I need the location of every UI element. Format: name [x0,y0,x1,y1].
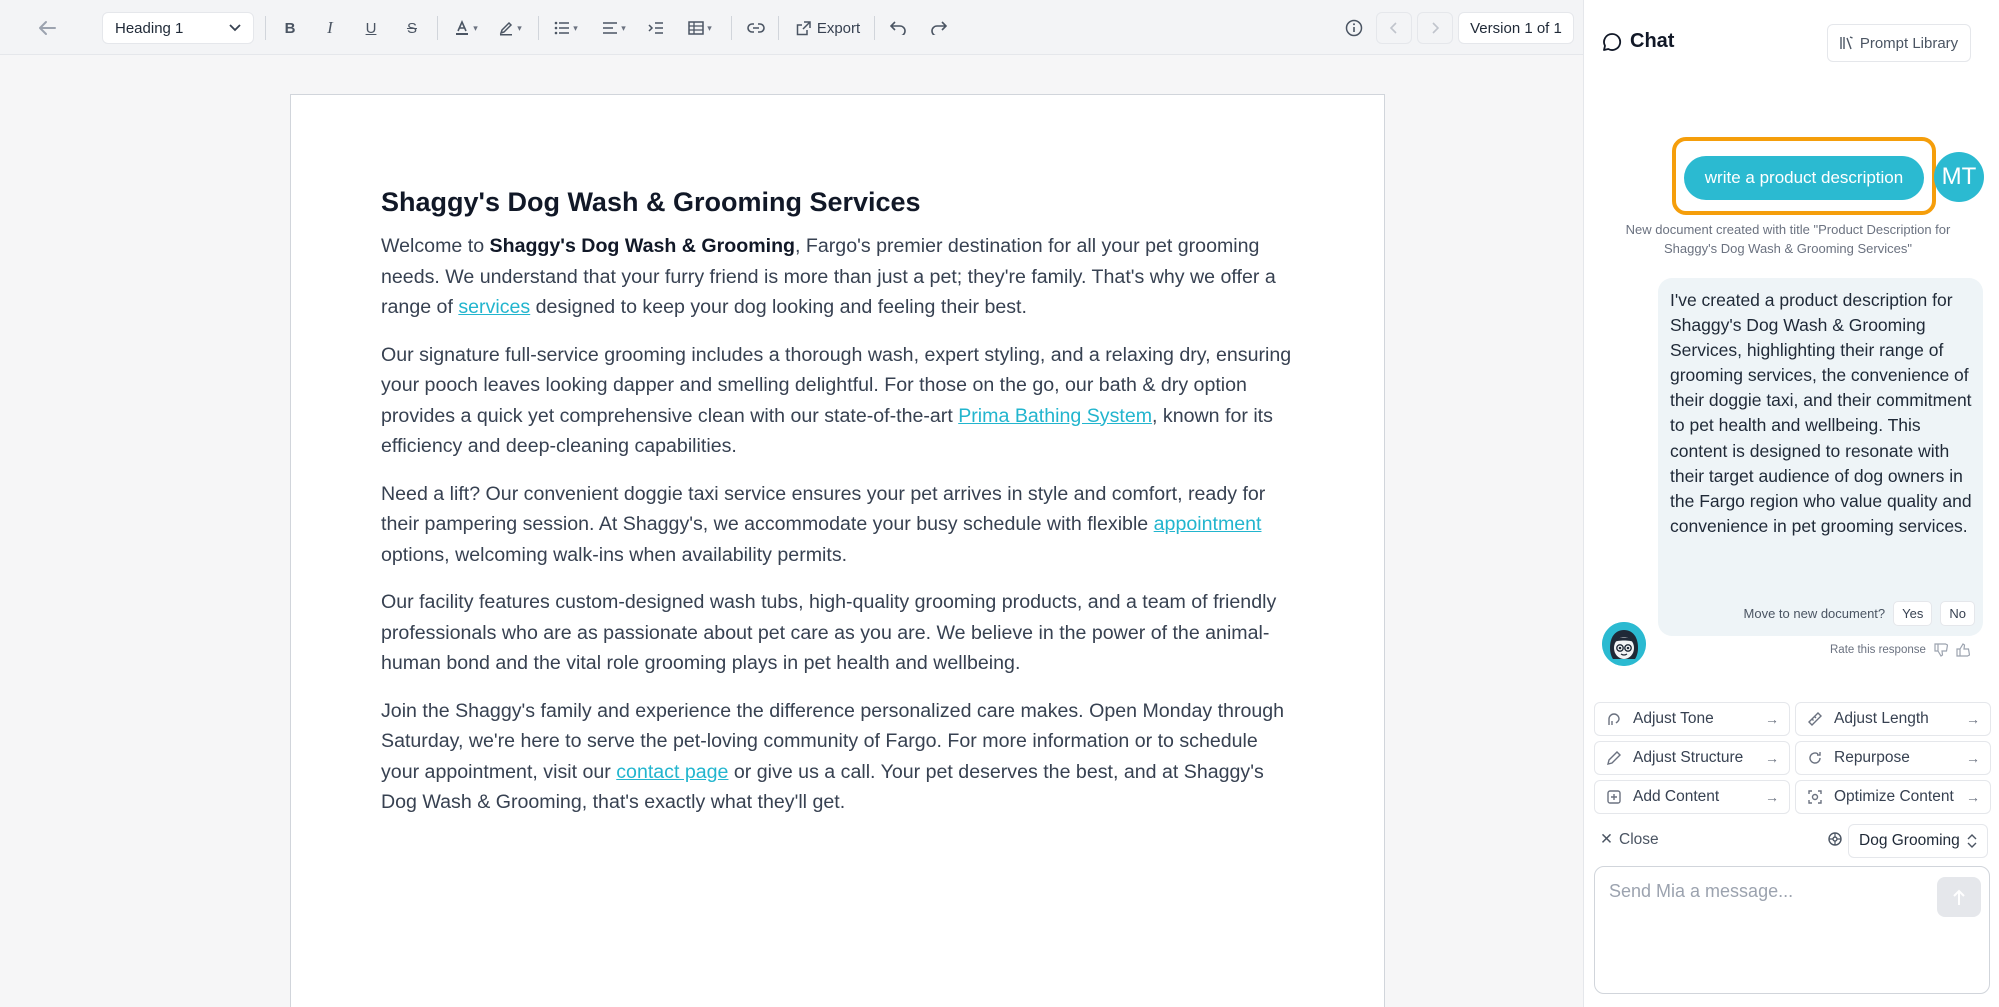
optimize-content-button[interactable] [1795,780,1991,814]
assistant-message-text: I've created a product description for Shaggy's Dog Wash & Grooming Services, highlighting their range of grooming services, the convenience of their doggie taxi, and their commitment to pet health and wellbeing. This content is designed to resonate with their target audience of dog owners in the Fargo region who value quality and convenience in pet grooming services. [1670,290,1972,536]
toolbar-divider [265,16,266,40]
repurpose-button[interactable] [1795,741,1991,775]
undo-icon[interactable] [884,12,912,44]
text-run: , Fargo's premier destination for all your pet grooming needs. We understand that your furry friend is more than just a pet; they're family. That's why we offer a range of [381,235,1276,318]
text-run: options, welcoming walk-ins when availability permits. [381,543,848,566]
plus-square-icon [1605,789,1623,805]
strikethrough-icon[interactable]: S [406,19,417,37]
add-content-label: Add Content [1633,788,1720,805]
italic-icon[interactable]: I [327,18,333,37]
chevron-right-icon [1431,22,1439,34]
document-content[interactable] [381,185,1301,835]
info-icon[interactable] [1340,12,1368,44]
arrow-right-icon: → [1966,789,1980,805]
focus-icon [1806,789,1824,805]
chat-title: Chat [1630,30,1675,52]
adjust-length-label: Adjust Length [1834,710,1929,727]
chat-panel [1583,0,1999,1007]
text-run: Need a lift? Our convenient doggie taxi service ensures your pet arrives in style and comfort, ready for their pampering session. At Shaggy's, we accommodate your busy schedule with flexible [381,482,1266,535]
text-run: Join the Shaggy's family and experience the difference personalized care makes. Open Monday through Saturday, we're here to serve the pet-loving community of Fargo. For more information or to schedule your appointment, visit our [381,699,1285,783]
thumbs-up-icon[interactable] [1956,643,1970,657]
link-icon[interactable] [742,12,770,44]
user-avatar: MT [1934,152,1984,202]
paragraph-facility[interactable]: Our facility features custom-designed wash tubs, high-quality grooming products, and a team of friendly professionals who are as passionate about pet care as you are. We believe in the power of the animal-human bond and the vital role grooming plays in pet health and wellbeing. [381,591,1277,674]
prima-bathing-system-link[interactable]: Prima Bathing System [958,404,1153,427]
table-icon[interactable]: ▾ [682,12,718,44]
arrow-right-icon: → [1765,789,1779,805]
text-color-icon[interactable]: ▾ [448,12,484,44]
assistant-message-bubble [1658,278,1983,636]
rate-label: Rate this response [1830,644,1926,656]
export-label: Export [816,19,861,37]
refresh-icon [1806,750,1824,766]
paragraph-intro[interactable] [381,231,1301,323]
bullet-list-icon[interactable]: ▾ [548,12,584,44]
adjust-tone-label: Adjust Tone [1633,710,1714,727]
thumbs-down-icon[interactable] [1934,643,1948,657]
move-prompt: Move to new document? [1743,606,1886,621]
voice-icon [1605,711,1623,727]
ruler-icon [1806,711,1824,727]
arrow-right-icon: → [1765,750,1779,766]
arrow-right-icon: → [1765,711,1779,727]
export-button[interactable] [790,12,866,44]
back-arrow-icon[interactable] [30,12,64,44]
chat-header [1602,30,1674,53]
chevron-down-icon [229,24,241,32]
no-button[interactable]: No [1940,601,1975,626]
send-arrow-icon [1952,888,1966,906]
paragraph-grooming[interactable] [381,340,1301,462]
move-document-row [1744,601,1975,626]
arrow-right-icon: → [1966,711,1980,727]
editor-toolbar [0,0,1583,55]
arrow-right-icon: → [1966,750,1980,766]
message-input[interactable] [1609,881,1929,902]
toolbar-divider [874,16,875,40]
document-title[interactable]: Shaggy's Dog Wash & Grooming Services [381,187,921,217]
adjust-structure-button[interactable] [1594,741,1790,775]
rate-response-row [1830,643,1970,657]
chat-bubble-icon [1602,32,1622,52]
toolbar-divider [437,16,438,40]
appointment-link[interactable]: appointment [1153,513,1262,535]
paragraph-taxi[interactable] [381,479,1301,571]
send-button[interactable] [1937,877,1981,917]
contact-page-link[interactable]: contact page [616,760,729,783]
adjust-length-button[interactable] [1795,702,1991,736]
chevron-updown-icon [1967,834,1977,848]
user-message-bubble: write a product description [1684,156,1924,200]
prompt-library-label: Prompt Library [1859,34,1959,52]
redo-icon[interactable] [925,12,953,44]
prompt-library-button[interactable] [1827,24,1971,62]
library-icon [1840,36,1854,50]
version-indicator: Version 1 of 1 [1458,12,1574,44]
next-version-button[interactable] [1417,12,1453,44]
close-icon: ✕ [1600,831,1613,848]
repurpose-label: Repurpose [1834,749,1910,766]
services-link[interactable]: services [458,296,531,318]
highlight-icon[interactable]: ▾ [492,12,528,44]
bold-text: Shaggy's Dog Wash & Grooming [489,235,796,257]
system-note: New document created with title "Product Description for Shaggy's Dog Wash & Grooming Services" [1625,222,1951,256]
bold-icon[interactable]: B [284,19,296,37]
brand-select-value: Dog Grooming [1859,832,1960,849]
pencil-icon [1605,750,1623,766]
yes-button[interactable]: Yes [1893,601,1932,626]
message-composer [1594,866,1990,994]
previous-version-button[interactable] [1376,12,1412,44]
text-run: or give us a call. Your pet deserves the best, and at Shaggy's Dog Wash & Grooming, that's exactly what they'll get. [381,760,1264,813]
text-run: Welcome to [381,235,490,257]
heading-style-value: Heading 1 [115,19,184,37]
text-run: Our signature full-service grooming includes a thorough wash, expert styling, and a relaxing dry, ensuring your pooch leaves looking dapper and smelling delightful. For those on the go, our bath & dry option provides a quick yet comprehensive clean with our state-of-the-art [381,343,1292,427]
brand-voice-icon [1827,831,1843,852]
optimize-content-label: Optimize Content [1834,788,1954,805]
chevron-left-icon [1390,22,1398,34]
adjust-structure-label: Adjust Structure [1633,749,1744,766]
toolbar-divider [538,16,539,40]
underline-icon[interactable]: U [365,19,377,37]
text-run: , known for its efficiency and deep-cleaning capabilities. [381,404,1273,457]
close-label: Close [1619,830,1659,848]
heading-style-select[interactable] [102,12,254,44]
paragraph-closing[interactable] [381,696,1301,818]
text-run: designed to keep your dog looking and feeling their best. [530,296,1027,318]
align-icon[interactable]: ▾ [596,12,632,44]
add-content-button[interactable] [1594,780,1790,814]
toolbar-divider [731,16,732,40]
close-button[interactable] [1600,830,1659,849]
assistant-avatar [1602,622,1646,666]
toolbar-divider [778,16,779,40]
indent-icon[interactable] [642,12,670,44]
document-page[interactable] [290,94,1385,1007]
export-icon [796,21,811,36]
brand-select[interactable] [1848,824,1988,858]
adjust-tone-button[interactable] [1594,702,1790,736]
